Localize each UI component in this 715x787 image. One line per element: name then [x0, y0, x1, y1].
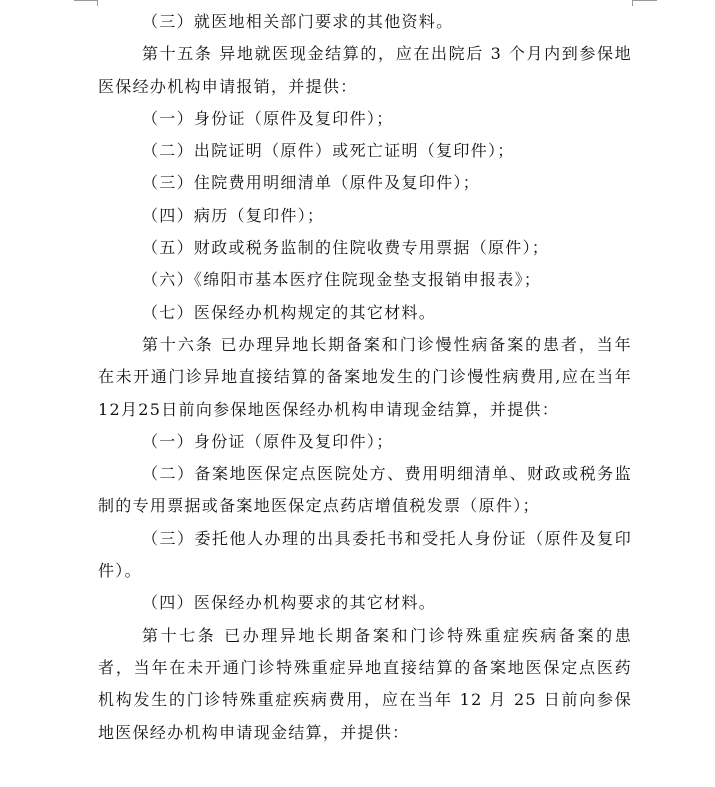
- paragraph: （六）《绵阳市基本医疗住院现金垫支报销申报表》；: [142, 270, 542, 290]
- paragraph: （一）身份证（原件及复印件）；: [142, 431, 394, 451]
- paragraph: 第十六条 已办理异地长期备案和门诊慢性病备案的患者，当年在未开通门诊异地直接结算的备案地发生的门诊慢性病费用,应在当年12月25日前向参保地医保经办机构申请现金结算，并提供：: [98, 334, 632, 419]
- paragraph: （三）委托他人办理的出具委托书和受托人身份证（原件及复印件）。: [98, 528, 632, 581]
- paragraph: （七）医保经办机构规定的其它材料。: [142, 302, 437, 322]
- paragraph: （四）医保经办机构要求的其它材料。: [142, 593, 437, 613]
- paragraph: （二）备案地医保定点医院处方、费用明细清单、财政或税务监制的专用票据或备案地医保定点药店增值税发票（原件）；: [98, 464, 632, 516]
- paragraph: （四）病历（复印件）；: [142, 205, 325, 225]
- crop-mark-top-right-v: [632, 0, 633, 6]
- crop-mark-top-left-h: [74, 0, 98, 1]
- paragraph: （一）身份证（原件及复印件）；: [142, 108, 394, 128]
- paragraph: （二）出院证明（原件）或死亡证明（复印件）；: [142, 141, 515, 161]
- paragraph: （三）住院费用明细清单（原件及复印件）；: [142, 173, 481, 193]
- document-body: [98, 6, 632, 749]
- paragraph: 第十五条 异地就医现金结算的，应在出院后 3 个月内到参保地医保经办机构申请报销，并提供：: [98, 44, 632, 96]
- crop-mark-top-right-h: [633, 0, 657, 1]
- paragraph: （五）财政或税务监制的住院收费专用票据（原件）；: [142, 238, 550, 258]
- paragraph: 第十七条 已办理异地长期备案和门诊特殊重症疾病备案的患者，当年在未开通门诊特殊重症异地直接结算的备案地医保定点医药机构发生的门诊特殊重症疾病费用，应在当年 12 月 25 日前向参保地医保经办机构申请现金结算，并提供：: [98, 625, 632, 742]
- paragraph: （三）就医地相关部门要求的其他资料。: [142, 12, 454, 31]
